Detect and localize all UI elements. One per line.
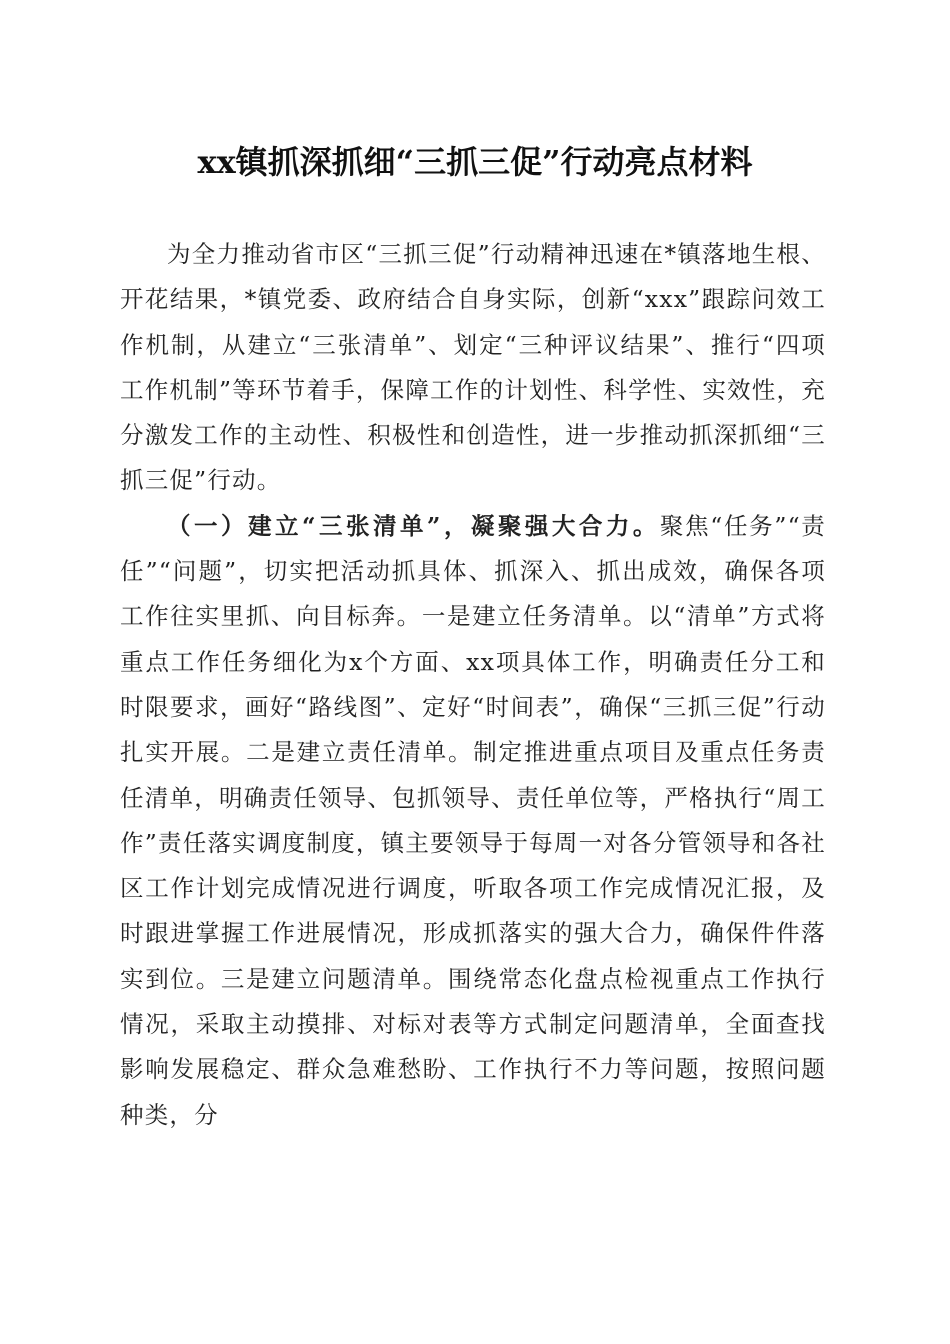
paragraph-section-1	[120, 504, 826, 1138]
section-heading: （一）建立“三张清单”，凝聚强大合力。	[167, 511, 660, 540]
section-body-text: 聚焦“任务”“责任”“问题”，切实把活动抓具体、抓深入、抓出成效，确保各项工作往实里抓、向目标奔。一是建立任务清单。以“清单”方式将重点工作任务细化为x个方面、xx项具体工作，明确责任分工和时限要求，画好“路线图”、定好“时间表”，确保“三抓三促”行动扎实开展。二是建立责任清单。制定推进重点项目及重点任务责任清单，明确责任领导、包抓领导、责任单位等，严格执行“周工作”责任落实调度制度，镇主要领导于每周一对各分管领导和各社区工作计划完成情况进行调度，听取各项工作完成情况汇报，及时跟进掌握工作进展情况，形成抓落实的强大合力，确保件件落实到位。三是建立问题清单。围绕常态化盘点检视重点工作执行情况，采取主动摸排、对标对表等方式制定问题清单，全面查找影响发展稳定、群众急难愁盼、工作执行不力等问题，按照问题种类，分	[120, 511, 826, 1129]
document-body	[120, 232, 826, 1138]
document-title: xx镇抓深抓细“三抓三促”行动亮点材料	[197, 143, 753, 181]
paragraph-intro: 为全力推动省市区“三抓三促”行动精神迅速在*镇落地生根、开花结果，*镇党委、政府结合自身实际，创新“xxx”跟踪问效工作机制，从建立“三张清单”、划定“三种评议结果”、推行“四项工作机制”等环节着手，保障工作的计划性、科学性、实效性，充分激发工作的主动性、积极性和创造性，进一步推动抓深抓细“三抓三促”行动。	[120, 240, 826, 495]
